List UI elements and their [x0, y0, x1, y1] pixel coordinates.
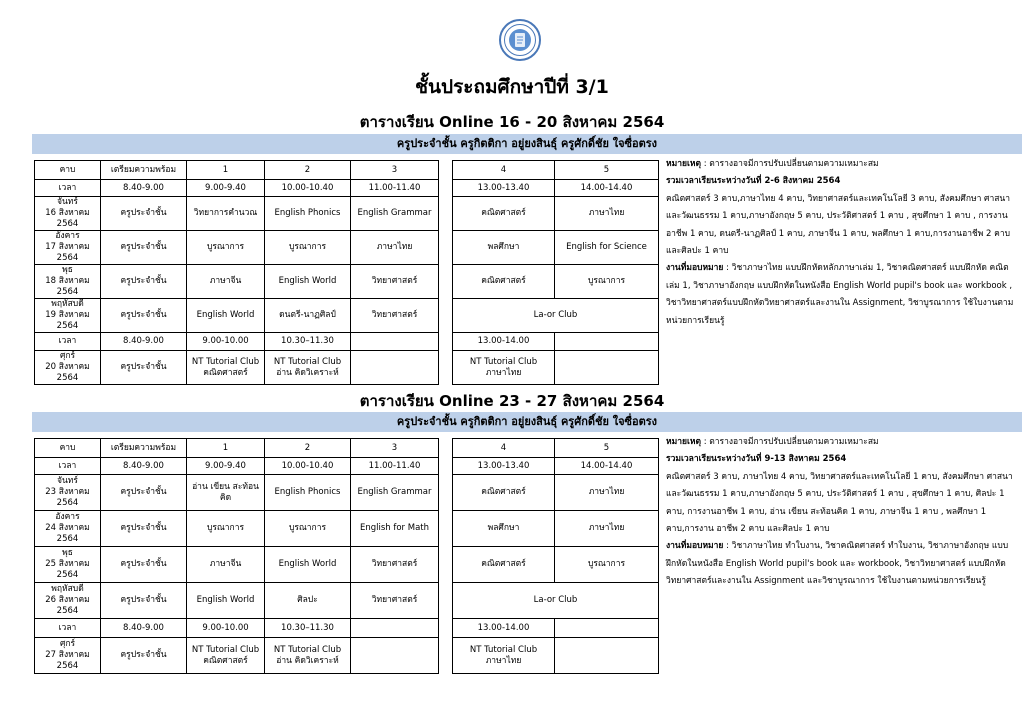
- gap-cell: [439, 583, 453, 619]
- header-cell: 3: [351, 161, 439, 180]
- club-subject: อ่าน คิดวิเคราะห์: [276, 367, 339, 378]
- table-row: [35, 511, 659, 547]
- subject-cell: English World: [265, 547, 351, 583]
- time-cell: เวลา: [35, 458, 101, 475]
- remark: [666, 434, 1018, 451]
- subject-cell: English Phonics: [265, 475, 351, 511]
- subject-cell: ภาษาไทย: [555, 197, 659, 231]
- subject-cell: [555, 351, 659, 385]
- gap-cell: [439, 265, 453, 299]
- time-cell: 9.00-9.40: [187, 180, 265, 197]
- subject-cell: [453, 638, 555, 674]
- teacher-bar: ครูประจำชั้น ครูกิตติกา อยู่ยงสินธุ์ ครูศักดิ์ชัย ใจซื่อตรง: [32, 134, 1022, 154]
- subject-cell: English Grammar: [351, 475, 439, 511]
- day-date: 17 สิงหาคม 2564: [45, 242, 90, 263]
- time-cell: [351, 619, 439, 638]
- prep-cell: ครูประจำชั้น: [101, 299, 187, 333]
- day-cell: [35, 638, 101, 674]
- time-cell: 11.00-11.40: [351, 458, 439, 475]
- schedule-table: [34, 160, 659, 385]
- time-cell: 13.00-13.40: [453, 180, 555, 197]
- subject-cell: [351, 638, 439, 674]
- day-cell: [35, 197, 101, 231]
- day-cell: [35, 475, 101, 511]
- gap-cell: [439, 333, 453, 351]
- time-cell: 8.40-9.00: [101, 333, 187, 351]
- subject-cell: English World: [265, 265, 351, 299]
- header-cell: 2: [265, 161, 351, 180]
- club-name: NT Tutorial Club: [273, 356, 342, 367]
- subject-cell: บูรณาการ: [265, 511, 351, 547]
- subject-cell: [265, 638, 351, 674]
- day-name: พฤหัสบดี: [51, 584, 84, 594]
- table-row: [35, 547, 659, 583]
- gap-cell: [439, 547, 453, 583]
- club-subject: คณิตศาสตร์: [203, 367, 248, 378]
- subject-cell: [555, 638, 659, 674]
- subject-cell: พลศึกษา: [453, 231, 555, 265]
- day-date: 16 สิงหาคม 2564: [45, 208, 90, 229]
- day-name: อังคาร: [55, 231, 80, 241]
- day-name: พฤหัสบดี: [51, 299, 84, 309]
- table-row: [35, 351, 659, 385]
- header-cell: 4: [453, 161, 555, 180]
- day-cell: [35, 299, 101, 333]
- schedule-title: ตารางเรียน Online 16 - 20 สิงหาคม 2564: [359, 113, 665, 131]
- day-cell: [35, 583, 101, 619]
- header-cell: 2: [265, 439, 351, 458]
- subject-cell: พลศึกษา: [453, 511, 555, 547]
- table-row: [35, 458, 659, 475]
- subject-cell: [351, 351, 439, 385]
- club-name: NT Tutorial Club: [469, 644, 538, 655]
- day-cell: [35, 547, 101, 583]
- gap-cell: [439, 475, 453, 511]
- club-name: NT Tutorial Club: [469, 356, 538, 367]
- club-subject: คณิตศาสตร์: [203, 655, 248, 666]
- table-row: [35, 231, 659, 265]
- day-date: 19 สิงหาคม 2564: [45, 310, 90, 331]
- time-cell: 9.00-9.40: [187, 458, 265, 475]
- time-cell: 13.00-14.00: [453, 333, 555, 351]
- day-name: อังคาร: [55, 512, 80, 522]
- school-logo: [498, 18, 542, 62]
- time-cell: 8.40-9.00: [101, 619, 187, 638]
- subject-cell: บูรณาการ: [187, 231, 265, 265]
- subject-cell: ภาษาจีน: [187, 547, 265, 583]
- gap-cell: [439, 351, 453, 385]
- time-cell: [555, 619, 659, 638]
- prep-cell: ครูประจำชั้น: [101, 351, 187, 385]
- assignment-label: งานที่มอบหมาย: [666, 541, 724, 552]
- prep-cell: ครูประจำชั้น: [101, 231, 187, 265]
- table-row: [35, 638, 659, 674]
- time-cell: 8.40-9.00: [101, 458, 187, 475]
- day-date: 26 สิงหาคม 2564: [45, 595, 90, 616]
- day-name: พุธ: [62, 265, 73, 275]
- time-cell: 14.00-14.40: [555, 180, 659, 197]
- table-row: [35, 333, 659, 351]
- subject-cell: English Grammar: [351, 197, 439, 231]
- header-cell: 4: [453, 439, 555, 458]
- gap-cell: [439, 458, 453, 475]
- club-subject: อ่าน คิดวิเคราะห์: [276, 655, 339, 666]
- table-row: [35, 439, 659, 458]
- prep-cell: ครูประจำชั้น: [101, 583, 187, 619]
- remark-label: หมายเหตุ: [666, 159, 701, 169]
- subject-cell: บูรณาการ: [555, 547, 659, 583]
- club-cell: La-or Club: [453, 583, 659, 619]
- club-subject: ภาษาไทย: [485, 655, 522, 666]
- table-row: [35, 180, 659, 197]
- page-title: ชั้นประถมศึกษาปีที่ 3/1: [415, 76, 609, 98]
- subject-cell: คณิตศาสตร์: [453, 547, 555, 583]
- subject-cell: [265, 351, 351, 385]
- assignment-label: งานที่มอบหมาย: [666, 263, 724, 274]
- subject-cell: [453, 351, 555, 385]
- gap-cell: [439, 439, 453, 458]
- header-cell: เตรียมความพร้อม: [101, 439, 187, 458]
- time-cell: 11.00-11.40: [351, 180, 439, 197]
- subject-cell: English for Science: [555, 231, 659, 265]
- remark-label: หมายเหตุ: [666, 437, 701, 447]
- subject-cell: วิทยาศาสตร์: [351, 583, 439, 619]
- club-name: NT Tutorial Club: [191, 644, 260, 655]
- assignment: [666, 538, 1018, 590]
- table-row: [35, 299, 659, 333]
- day-date: 23 สิงหาคม 2564: [45, 487, 90, 508]
- subject-cell: English for Math: [351, 511, 439, 547]
- gap-cell: [439, 161, 453, 180]
- subject-cell: อ่าน เขียน สะท้อนคิด: [187, 475, 265, 511]
- prep-cell: ครูประจำชั้น: [101, 547, 187, 583]
- subject-cell: ภาษาไทย: [555, 511, 659, 547]
- subject-cell: วิทยาศาสตร์: [351, 299, 439, 333]
- gap-cell: [439, 231, 453, 265]
- header-cell: เตรียมความพร้อม: [101, 161, 187, 180]
- subject-cell: ดนตรี-นาฏศิลป์: [265, 299, 351, 333]
- subject-cell: ภาษาจีน: [187, 265, 265, 299]
- day-date: 18 สิงหาคม 2564: [45, 276, 90, 297]
- time-cell: เวลา: [35, 180, 101, 197]
- subject-cell: คณิตศาสตร์: [453, 197, 555, 231]
- table-row: [35, 161, 659, 180]
- day-name: ศุกร์: [59, 351, 76, 361]
- assignment-text: : วิชาภาษาไทย ทำใบงาน, วิชาคณิตศาสตร์ ทำใบงาน, วิชาภาษาอังกฤษ แบบฝึกหัดในหนังสือ English World pupil's book และ workbook, วิชาวิทยาศาสตร์ แบบฝึกหัดวิทยาศาสตร์และงานใน Assignment และวิชาบูรณาการ ใช้ใบงานตามหน่วยการเรียนรู้: [666, 541, 1009, 587]
- subject-cell: วิทยาศาสตร์: [351, 547, 439, 583]
- time-cell: [351, 333, 439, 351]
- prep-cell: ครูประจำชั้น: [101, 265, 187, 299]
- header-cell: 5: [555, 439, 659, 458]
- table-row: [35, 583, 659, 619]
- table-row: [35, 197, 659, 231]
- header-cell: คาบ: [35, 161, 101, 180]
- subject-cell: [187, 351, 265, 385]
- schedule-title: ตารางเรียน Online 23 - 27 สิงหาคม 2564: [359, 392, 665, 410]
- day-name: จันทร์: [57, 476, 78, 486]
- time-cell: เวลา: [35, 619, 101, 638]
- gap-cell: [439, 619, 453, 638]
- table-row: [35, 475, 659, 511]
- time-cell: เวลา: [35, 333, 101, 351]
- time-cell: 10.30–11.30: [265, 333, 351, 351]
- time-cell: [555, 333, 659, 351]
- header-cell: คาบ: [35, 439, 101, 458]
- header-cell: 5: [555, 161, 659, 180]
- prep-cell: ครูประจำชั้น: [101, 638, 187, 674]
- club-name: NT Tutorial Club: [191, 356, 260, 367]
- prep-cell: ครูประจำชั้น: [101, 475, 187, 511]
- subject-cell: วิทยาศาสตร์: [351, 265, 439, 299]
- day-name: พุธ: [62, 548, 73, 558]
- club-name: NT Tutorial Club: [273, 644, 342, 655]
- time-cell: 13.00-14.00: [453, 619, 555, 638]
- prep-cell: ครูประจำชั้น: [101, 511, 187, 547]
- total-text: คณิตศาสตร์ 3 คาบ,ภาษาไทย 4 คาบ, วิทยาศาสตร์และเทคโนโลยี 3 คาบ, สังคมศึกษา ศาสนา และวัฒนธรรม 1 คาบ,ภาษาอังกฤษ 5 คาบ, ประวัติศาสตร์ 1 คาบ , สุขศึกษา 1 คาบ , การงานอาชีพ 1 คาบ, ดนตรี-นาฏศิลป์ 1 คาบ, ภาษาจีน 1 คาบ, พลศึกษา 1 คาบ,การงานอาชีพ 2 คาบและศิลปะ 1 คาบ: [666, 193, 1011, 257]
- subject-cell: English World: [187, 583, 265, 619]
- day-date: 25 สิงหาคม 2564: [45, 559, 90, 580]
- total-title: รวมเวลาเรียนระหว่างวันที่ 2-6 สิงหาคม 2564: [666, 176, 841, 187]
- time-cell: 13.00-13.40: [453, 458, 555, 475]
- table-row: [35, 265, 659, 299]
- gap-cell: [439, 180, 453, 197]
- subject-cell: วิทยาการคำนวณ: [187, 197, 265, 231]
- header-cell: 1: [187, 161, 265, 180]
- day-cell: [35, 231, 101, 265]
- gap-cell: [439, 197, 453, 231]
- time-cell: 10.30–11.30: [265, 619, 351, 638]
- gap-cell: [439, 511, 453, 547]
- schedule-table: [34, 438, 659, 674]
- subject-cell: English Phonics: [265, 197, 351, 231]
- table-row: [35, 619, 659, 638]
- club-subject: ภาษาไทย: [485, 367, 522, 378]
- subject-cell: ภาษาไทย: [555, 475, 659, 511]
- subject-cell: คณิตศาสตร์: [453, 265, 555, 299]
- day-cell: [35, 351, 101, 385]
- total-title: รวมเวลาเรียนระหว่างวันที่ 9-13 สิงหาคม 2564: [666, 454, 847, 465]
- header-cell: 1: [187, 439, 265, 458]
- subject-cell: ศิลปะ: [265, 583, 351, 619]
- day-name: ศุกร์: [59, 639, 76, 649]
- prep-cell: ครูประจำชั้น: [101, 197, 187, 231]
- total-text: คณิตศาสตร์ 3 คาบ, ภาษาไทย 4 คาบ, วิทยาศาสตร์และเทคโนโลยี 1 คาบ, สังคมศึกษา ศาสนา และวัฒนธรรม 1 คาบ,ภาษาอังกฤษ 5 คาบ, ประวัติศาสตร์ 1 คาบ , สุขศึกษา 1 คาบ, ศิลปะ 1 คาบ, การงานอาชีพ 1 คาบ, อ่าน เขียน สะท้อนคิด 1 คาบ, ภาษาจีน 1 คาบ , พลศึกษา 1 คาบ,การงาน อาชีพ 2 คาบ และศิลปะ 1 คาบ: [666, 471, 1013, 535]
- day-date: 24 สิงหาคม 2564: [45, 523, 90, 544]
- gap-cell: [439, 638, 453, 674]
- remark-text: : ตารางอาจมีการปรับเปลี่ยนตามความเหมาะสม: [703, 159, 879, 169]
- remark-text: : ตารางอาจมีการปรับเปลี่ยนตามความเหมาะสม: [703, 437, 879, 447]
- subject-cell: บูรณาการ: [555, 265, 659, 299]
- subject-cell: [187, 638, 265, 674]
- gap-cell: [439, 299, 453, 333]
- time-cell: 9.00-10.00: [187, 619, 265, 638]
- assignment: [666, 260, 1018, 330]
- header-cell: 3: [351, 439, 439, 458]
- club-cell: La-or Club: [453, 299, 659, 333]
- subject-cell: บูรณาการ: [187, 511, 265, 547]
- day-date: 20 สิงหาคม 2564: [45, 362, 90, 383]
- subject-cell: คณิตศาสตร์: [453, 475, 555, 511]
- subject-cell: English World: [187, 299, 265, 333]
- day-cell: [35, 265, 101, 299]
- teacher-bar: ครูประจำชั้น ครูกิตติกา อยู่ยงสินธุ์ ครูศักดิ์ชัย ใจซื่อตรง: [32, 412, 1022, 432]
- time-cell: 14.00-14.40: [555, 458, 659, 475]
- subject-cell: ภาษาไทย: [351, 231, 439, 265]
- notes-panel: [666, 434, 1018, 591]
- time-cell: 8.40-9.00: [101, 180, 187, 197]
- day-date: 27 สิงหาคม 2564: [45, 650, 90, 671]
- time-cell: 10.00-10.40: [265, 458, 351, 475]
- time-cell: 9.00-10.00: [187, 333, 265, 351]
- time-cell: 10.00-10.40: [265, 180, 351, 197]
- assignment-text: : วิชาภาษาไทย แบบฝึกหัดหลักภาษาเล่ม 1, วิชาคณิตศาสตร์ แบบฝึกหัด คณิตเล่ม 1, วิชาภาษาอังกฤษ แบบฝึกหัดในหนังสือ English World pupil's book และ workbook , วิชาวิทยาศาสตร์แบบฝึกหัดวิทยาศาสตร์และงานใน Assignment, วิชาบูรณาการ ใช้ใบงานตามหน่วยการเรียนรู้: [666, 263, 1014, 326]
- day-name: จันทร์: [57, 197, 78, 207]
- notes-panel: [666, 156, 1018, 330]
- remark: [666, 156, 1018, 173]
- day-cell: [35, 511, 101, 547]
- subject-cell: บูรณาการ: [265, 231, 351, 265]
